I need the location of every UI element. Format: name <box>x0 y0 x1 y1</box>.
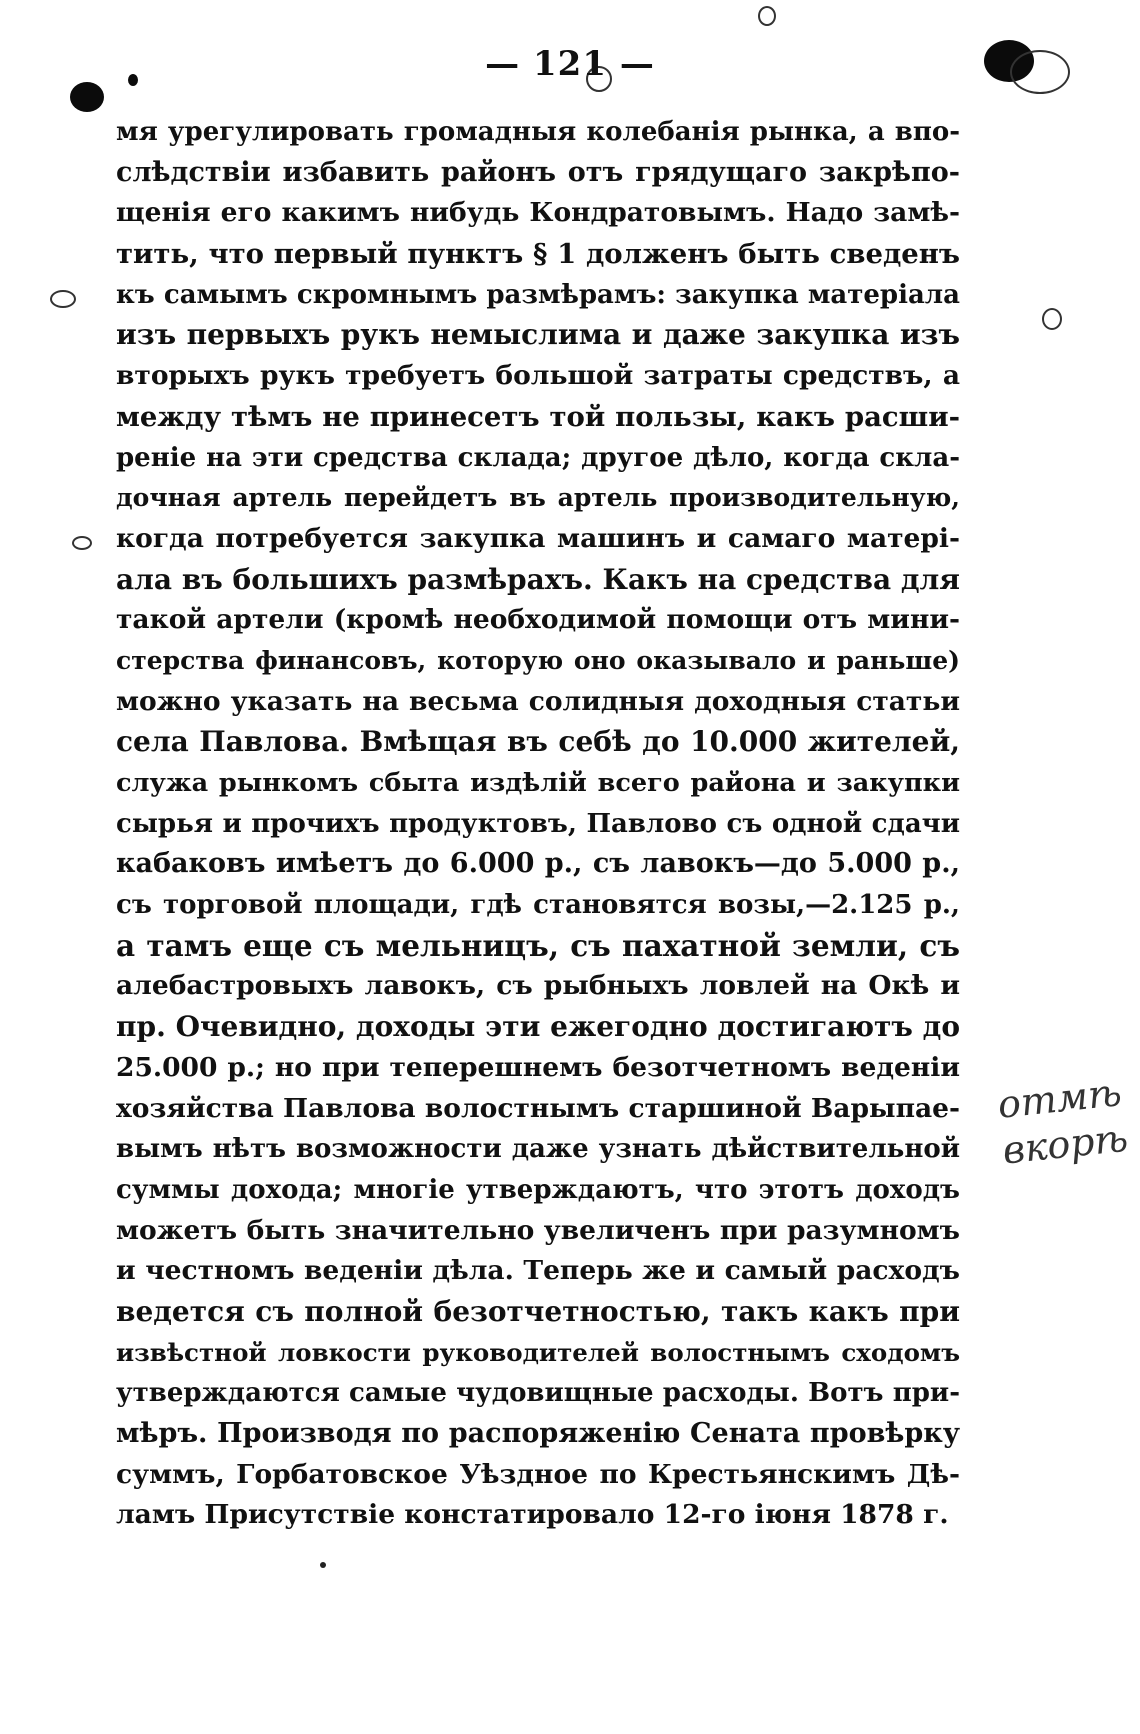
text-line: утверждаются самые чудовищные расходы. Вотъ при- <box>116 1378 960 1409</box>
text-line: а тамъ еще съ мельницъ, съ пахатной земли, съ <box>116 927 960 963</box>
text-line: между тѣмъ не принесетъ той пользы, какъ расши- <box>116 400 960 433</box>
text-line: ала въ большихъ размѣрахъ. Какъ на средства для <box>116 562 960 596</box>
text-line: съ торговой площади, гдѣ становятся возы,—2.125 р., <box>116 890 960 921</box>
text-line: села Павлова. Вмѣщая въ себѣ до 10.000 жителей, <box>116 725 960 759</box>
text-line: мѣръ. Производя по распоряженію Сената провѣрку <box>116 1418 960 1449</box>
stain-ring-left-margin-lower <box>72 536 92 550</box>
page-number: — 121 — <box>485 44 655 84</box>
handwritten-margin-note <box>996 1068 1135 1173</box>
text-line: суммъ, Горбатовское Уѣздное по Крестьянскимъ Дѣ- <box>116 1458 960 1490</box>
text-line: и честномъ веденіи дѣла. Теперь же и самый расходъ <box>116 1255 960 1287</box>
margin-note-line: отмѣ <box>995 1070 1124 1127</box>
text-line: вымъ нѣтъ возможности даже узнать дѣйствительной <box>116 1134 960 1165</box>
text-line: слѣдствіи избавить районъ отъ грядущаго закрѣпо- <box>116 156 960 188</box>
text-line: можетъ быть значительно увеличенъ при разумномъ <box>116 1214 960 1246</box>
text-line: изъ первыхъ рукъ немыслима и даже закупка изъ <box>116 318 960 352</box>
stain-ring-top-edge <box>758 6 776 26</box>
text-line: когда потребуется закупка машинъ и самаго матері- <box>116 522 960 554</box>
body-text <box>116 112 960 1536</box>
text-line: ведется съ полной безотчетностью, такъ какъ при <box>116 1294 960 1328</box>
text-line: тить, что первый пунктъ § 1 долженъ быть сведенъ <box>116 238 960 271</box>
text-line: мя урегулировать громадныя колебанія рынка, а впо- <box>116 117 960 147</box>
text-line: алебастровыхъ лавокъ, съ рыбныхъ ловлей на Окѣ и <box>116 970 960 1002</box>
text-line: кабаковъ имѣетъ до 6.000 р., съ лавокъ—до 5.000 р., <box>116 848 960 880</box>
text-line: вторыхъ рукъ требуетъ большой затраты средствъ, а <box>116 360 960 392</box>
text-line: хозяйства Павлова волостнымъ старшиной Варыпае- <box>116 1092 960 1124</box>
ink-dot-bottom <box>320 1562 326 1568</box>
text-line: щенія его какимъ нибудь Кондратовымъ. Надо замѣ- <box>116 197 960 229</box>
margin-note-line: вкорѣ <box>1000 1115 1130 1173</box>
text-line: реніе на эти средства склада; другое дѣло, когда скла- <box>116 442 960 473</box>
text-line: служа рынкомъ сбыта издѣлій всего района и закупки <box>116 768 960 798</box>
text-line: такой артели (кромѣ необходимой помощи отъ мини- <box>116 604 960 636</box>
text-line: дочная артель перейдетъ въ артель производительную, <box>116 483 960 513</box>
text-line: пр. Очевидно, доходы эти ежегодно достигаютъ до <box>116 1010 960 1044</box>
text-line: извѣстной ловкости руководителей волостнымъ сходомъ <box>116 1337 960 1367</box>
text-line: ламъ Присутствіе констатировало 12-го іюня 1878 г. <box>116 1499 949 1531</box>
text-line: сырья и прочихъ продуктовъ, Павлово съ одной сдачи <box>116 808 960 839</box>
text-line: къ самымъ скромнымъ размѣрамъ: закупка матеріала <box>116 279 960 310</box>
stain-ring-right-margin <box>1042 308 1062 330</box>
ink-blot-top-left <box>70 82 104 112</box>
text-line: стерства финансовъ, которую оно оказывало и раньше) <box>116 645 960 675</box>
text-line: 25.000 р.; но при теперешнемъ безотчетномъ веденіи <box>116 1051 960 1083</box>
text-line: можно указать на весьма солидныя доходныя статьи <box>116 685 960 717</box>
stain-ring-left-margin <box>50 290 76 308</box>
text-line: суммы дохода; многіе утверждаютъ, что этотъ доходъ <box>116 1174 960 1205</box>
